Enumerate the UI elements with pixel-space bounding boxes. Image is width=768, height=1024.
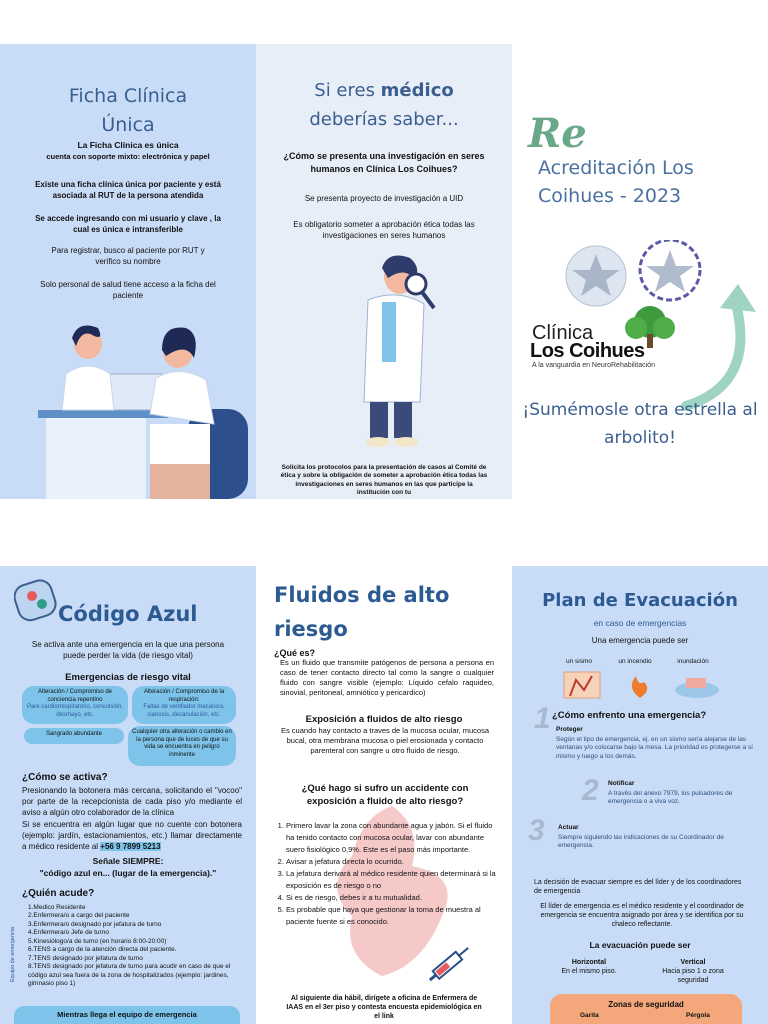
panel-acreditacion: [512, 44, 768, 499]
step-number-1: 1: [534, 702, 551, 735]
zonas-box: Zonas de seguridad Garita Pérgola: [550, 994, 742, 1024]
pill-sangrado: Sangrado abundante: [24, 728, 124, 744]
horizontal-block: Horizontal En el mismo piso.: [561, 959, 617, 976]
acude-item: 2.Enfermera/o a cargo del paciente: [28, 912, 130, 920]
medico-title: Si eres médico deberías saber...: [309, 80, 459, 130]
enfrento-heading: ¿Cómo enfrento una emergencia?: [552, 710, 707, 721]
codigo-azul-intro: Se activa ante una emergencia en la que una persona puede perder la vida (de riesgo vital): [31, 640, 225, 660]
logo-name: Los Coihues: [530, 340, 645, 362]
step-item: 2. Avisar a jefatura directa lo ocurrido.: [286, 856, 502, 868]
panel-codigo-azul: [0, 566, 256, 1024]
decision-text: La decisión de evacuar siempre es del líder y de los coordinadores de emergencia: [534, 879, 742, 896]
notificar-label: Notificar: [608, 780, 635, 787]
acude-item: 7.TENS designado por jefatura de turno: [28, 954, 143, 962]
puede-text: Una emergencia puede ser: [591, 636, 689, 645]
acude-item: 4.Enfermera/o Jefe de turno: [28, 929, 109, 937]
expo-heading: Exposición a fluidos de alto riesgo: [305, 714, 463, 725]
acude-heading: ¿Quién acude?: [22, 888, 95, 899]
type-incendio: un incendio: [618, 658, 652, 665]
acude-item: 5.Kinesiólogo/a de turno (en horario 8:00-20:00): [28, 937, 167, 945]
panel-fluidos: [256, 566, 512, 1024]
medico-answer2: Es obligatorio someter a aprobación ética todas las investigaciones en seres humanos: [293, 220, 475, 240]
step-item: 3. La jefatura derivará al médico residente quien determinará si la exposición es de riesgo o no: [286, 868, 502, 892]
logo-clinica: Clínica: [532, 322, 594, 344]
ficha-title: Ficha Clínica Única: [68, 85, 188, 136]
slogan: ¡Sumémosle otra estrella al arbolito!: [522, 400, 758, 448]
siempre-text: Señale SIEMPRE: "código azul en... (lugar de la emergencia).": [39, 856, 217, 878]
step-item: 5. Es probable que haya que gestionar la toma de muestra al paciente fuente si es conocido.: [286, 904, 502, 928]
acude-list: [28, 904, 238, 988]
fluidos-footer: Al siguiente dia hábil, dirígete a oficina de Enfermera de IAAS en el 3er piso y contesta encuesta epidemiológica en el link: [286, 995, 482, 1021]
ficha-para1: Existe una ficha clínica única por paciente y está asociada al RUT de la persona atendida: [35, 180, 221, 200]
re-script: Re: [528, 110, 587, 157]
type-inundacion: inundación: [677, 658, 709, 665]
ficha-para3: Para registrar, busco al paciente por RUT y verifico su nombre: [51, 246, 205, 266]
lider-text: El líder de emergencia es el médico residente y el coordinador de emergencia se encuentra asignado por área y se identifica por su chaleco reflectante.: [540, 903, 744, 929]
step-number-2: 2: [582, 774, 599, 807]
steps-list: [272, 820, 502, 928]
activa-text2: Si se encuentra en algún lugar que no cuente con botonera (ejemplo: jardín, estacionamientos, etc.) llamar directamente a médico residente al +56 9 7899 5213: [22, 820, 242, 851]
proteger-text: Según el tipo de emergencia, ej. en un sismo sería alejarse de las ventanas y/o colocarse bajo la mesa. La prioridad es protegerse a sí mismo y luego a los demás.: [556, 736, 753, 760]
acreditacion-title: Acreditación Los Coihues - 2023: [538, 157, 694, 207]
medico-footer: Solicita los protocolos para la presentación de casos al Comité de ética y sobre la obligación de someter a aprobación ética todas las investigaciones en seres humanos en las que participe la institución con tu: [280, 464, 488, 497]
panel-ficha-clinica: [0, 44, 256, 499]
emergency-types-icon: [562, 670, 732, 700]
activa-heading: ¿Cómo se activa?: [22, 772, 108, 783]
actuar-text: Siempre siguiendo las indicaciones de su Coordinador de emergencia.: [558, 834, 724, 850]
que-text: Es un fluido que transmite patógenos de persona a persona en caso de tener contacto directo tal como la sangre o cualquier fluido con sangre visible (ejemplo: Líquido cefalo raquideo, sinovial, peritoneal, amniótico y pericardico): [280, 658, 494, 698]
ficha-para2: Se accede ingresando con mi usuario y clave , la cual es única e intransferible: [35, 214, 221, 234]
notificar-text: A través del anexo 7979, los pulsadores de emergencia o a viva voz.: [608, 790, 733, 806]
proteger-label: Proteger: [556, 726, 583, 733]
acude-item: 3.Enfermera/o designado por jefatura de turno: [28, 920, 162, 928]
medico-question: ¿Cómo se presenta una investigación en seres humanos en Clínica Los Coihues?: [283, 151, 485, 175]
syringe-icon: [424, 940, 474, 988]
ficha-para4: Solo personal de salud tiene acceso a la ficha del paciente: [40, 280, 216, 300]
fluidos-title: Fluidos de alto riesgo: [274, 583, 450, 641]
panel-medico: [256, 44, 512, 499]
expo-text: Es cuando hay contacto a traves de la mucosa ocular, mucosa bucal, otra membrana mucosa o piel erosionada y contacto parenteral con sangre u otro fluido de riesgo.: [280, 726, 490, 756]
logo-tagline: A la vanguardia en NeuroRehabilitación: [532, 362, 655, 369]
step-number-3: 3: [528, 814, 545, 847]
evacuacion-title: Plan de Evacuación: [542, 590, 738, 611]
bottom-banner: Mientras llega el equipo de emergencia: [14, 1006, 240, 1024]
activa-text1: Presionando la botonera más cercana, solicitando el "vocoo" por parte de la recepcionista de cada piso y/o mediante el aviso a algún otro colaborador de la clínica: [22, 786, 242, 817]
step-item: 4. Si es de riesgo, debes ir a tu mutualidad.: [286, 892, 502, 904]
ficha-intro: La Ficha Clínica es única cuenta con soporte mixto: electrónica y papel: [46, 140, 210, 162]
accidente-heading: ¿Qué hago si sufro un accidente con exposición a fluido de alto riesgo?: [301, 783, 469, 808]
type-sismo: un sismo: [565, 658, 592, 665]
codigo-azul-title: Código Azul: [58, 602, 198, 626]
emergencias-heading: Emergencias de riesgo vital: [65, 672, 191, 683]
evac-heading: La evacuación puede ser: [589, 940, 691, 950]
vertical-block: Vertical Hacia piso 1 o zona seguridad: [662, 959, 724, 985]
arrow-icon: [676, 284, 766, 414]
medical-app-icon: [14, 578, 58, 622]
side-label: Equipo de emergencia: [10, 926, 16, 982]
medico-answer1: Se presenta proyecto de investigación a UID: [304, 194, 464, 203]
evacuacion-sub: en caso de emergencias: [593, 618, 687, 628]
actuar-label: Actuar: [558, 824, 579, 831]
pill-respiracion: Alteración / Compromiso de la respiración: Faltas de ventilador mecánico, cianosis, decanulación, etc.: [132, 686, 236, 724]
pill-otra: Cualquier otra alteración o cambio en la persona que de luces de que su vida se encuentra en peligro inminente: [128, 726, 236, 766]
acude-item: 6.TENS a cargo de la atención directa del paciente.: [28, 946, 177, 954]
step-item: 1. Primero lavar la zona con abundante agua y jabón. Si el fluido ha tenido contacto con mucosa ocular, lavar con abundante suero fisiológico 0,9%. Este es el paso más importante.: [286, 820, 502, 856]
acude-item: 1.Medico Residente: [28, 904, 86, 911]
acude-item: 8.TENS designado por jefatura de turno para acudir en caso de que el código azul sea fuera de la zona de hospitalizados (ejemplo: jardines, gimnasio piso 1): [28, 963, 231, 987]
scientist-illustration: [328, 252, 448, 452]
que-heading: ¿Qué es?: [274, 648, 316, 658]
panel-evacuacion: [512, 566, 768, 1024]
doctors-illustration: [38, 314, 253, 499]
pill-conciencia: Alteración / Compromiso de conciencia repentino Pare cardiorrespiratorio, convulsión, desmayo, etc.: [22, 686, 128, 724]
